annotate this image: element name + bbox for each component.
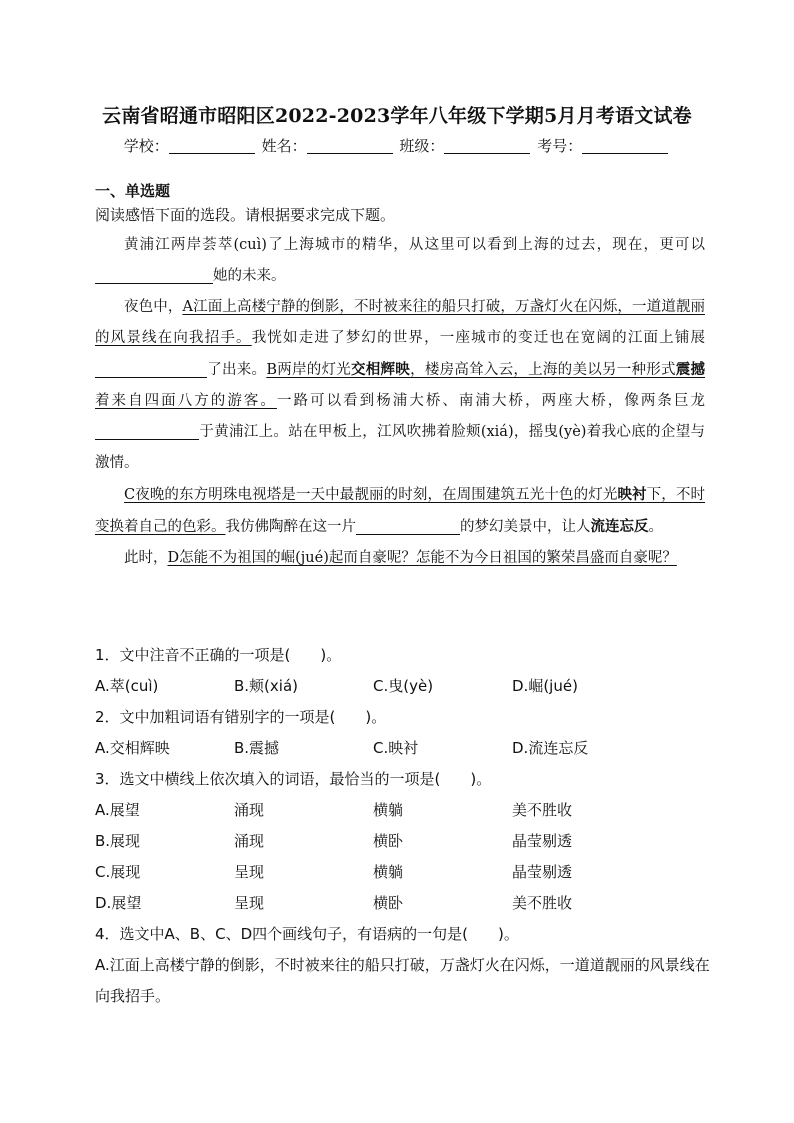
option[interactable]: C.曳(yè) [373, 677, 434, 695]
option[interactable]: C.映衬 [373, 739, 419, 757]
fill-blank-2 [95, 361, 207, 378]
name-label: 姓名： [261, 137, 307, 155]
option-word: 美不胜收 [512, 894, 573, 912]
option-word: B.展现 [95, 832, 141, 850]
sentence-b-part: 着来自四面八方的游客。 [95, 393, 277, 409]
passage-text: 一路可以看到杨浦大桥、南浦大桥，两座大桥，像两条巨龙 [276, 393, 706, 409]
passage-text: 我恍如走进了梦幻的世界，一座城市的变迁也在宽阔的江面上铺展 [251, 330, 706, 346]
exam-number-label: 考号： [537, 137, 583, 155]
option-word: 晶莹剔透 [512, 863, 573, 881]
name-blank [307, 138, 393, 154]
passage-text: 了出来。 [207, 362, 267, 378]
question-4-stem: 4．选文中A、B、C、D四个画线句子，有语病的一句是( )。 [95, 925, 519, 943]
option-word: 横卧 [373, 832, 404, 850]
fill-blank-3 [95, 423, 199, 440]
bold-word-1: 交相辉映 [351, 361, 411, 378]
passage-text: 夜色中， [124, 299, 183, 315]
question-3-option-d[interactable] [95, 888, 710, 919]
passage-text: 我仿佛陶醉在这一片 [225, 519, 356, 535]
passage-paragraph-3 [95, 479, 705, 543]
sentence-c-part: C夜晚的东方明珠电视塔是一天中最靓丽的时刻，在周围建筑五光十色的灯光 [124, 487, 618, 503]
passage-text: 她的未来。 [213, 268, 286, 284]
option-word: 横躺 [373, 863, 404, 881]
option[interactable]: B.震撼 [234, 739, 280, 757]
question-3-stem: 3．选文中横线上依次填入的词语，最恰当的一项是( )。 [95, 770, 492, 788]
option-word: 呈现 [234, 894, 265, 912]
question-2-options [95, 733, 710, 764]
school-blank [169, 138, 255, 154]
option-word: 呈现 [234, 863, 265, 881]
section-heading: 一、单选题 [95, 182, 171, 200]
option-word: A.展望 [95, 801, 140, 819]
sentence-a: A江面上高楼宁静的倒影，不时被来往的船只打破，万盏灯火在闪烁，一道道靓丽的风景线在向我招手。 [95, 299, 705, 346]
question-2-stem: 2．文中加粗词语有错别字的一项是( )。 [95, 708, 387, 726]
option-word: D.展望 [95, 894, 142, 912]
passage-text: 的梦幻美景中，让人 [460, 519, 591, 535]
option-word: C.展现 [95, 863, 141, 881]
sentence-c-part: 下，不时变换着自己的色彩。 [95, 487, 706, 535]
option[interactable]: A.交相辉映 [95, 739, 170, 757]
student-info-line [0, 135, 794, 156]
passage-paragraph-1 [95, 230, 705, 292]
fill-blank-4 [356, 518, 460, 535]
reading-passage [95, 230, 705, 574]
option[interactable]: B.颊(xiá) [234, 677, 298, 695]
sentence-b-part: B两岸的灯光 [266, 362, 352, 378]
bold-word-4: 流连忘反 [590, 518, 649, 535]
option-word: 横卧 [373, 894, 404, 912]
passage-text: 黄浦江两岸荟萃(cuì)了上海城市的精华，从这里可以看到上海的过去，现在，更可以 [124, 237, 705, 253]
fill-blank-1 [95, 267, 213, 284]
option[interactable]: A.萃(cuì) [95, 677, 159, 695]
exam-number-blank [582, 138, 668, 154]
question-4-option-a[interactable]: A.江面上高楼宁静的倒影，不时被来往的船只打破，万盏灯火在闪烁，一道道靓丽的风景线在向我招手。 [95, 956, 710, 1005]
question-3-option-c[interactable] [95, 857, 710, 888]
class-label: 班级： [399, 137, 445, 155]
section-intro: 阅读感悟下面的选段。请根据要求完成下题。 [95, 206, 396, 224]
questions-block [95, 640, 710, 1012]
option-word: 涌现 [234, 801, 265, 819]
passage-paragraph-4 [95, 543, 705, 574]
sentence-d: D怎能不为祖国的崛(jué)起而自豪呢？怎能不为今日祖国的繁荣昌盛而自豪呢？ [167, 550, 677, 566]
class-blank [444, 138, 530, 154]
bold-word-3: 映衬 [617, 486, 647, 503]
option-word: 横躺 [373, 801, 404, 819]
question-1-options [95, 671, 710, 702]
option[interactable]: D.流连忘反 [512, 739, 589, 757]
passage-text: 于黄浦江上。站在甲板上，江风吹拂着脸颊(xiá)，摇曳(yè)着我心底的企望与激情。 [95, 424, 705, 471]
school-label: 学校： [123, 137, 169, 155]
passage-text: 。 [648, 519, 663, 535]
bold-word-2: 震撼 [675, 361, 706, 378]
question-1-stem: 1．文中注音不正确的一项是( )。 [95, 646, 342, 664]
passage-paragraph-2 [95, 292, 705, 479]
option-word: 涌现 [234, 832, 265, 850]
option[interactable]: D.崛(jué) [512, 677, 578, 695]
passage-text: 此时， [124, 550, 168, 566]
question-3-option-a[interactable] [95, 795, 710, 826]
option-word: 晶莹剔透 [512, 832, 573, 850]
question-3-option-b[interactable] [95, 826, 710, 857]
option-word: 美不胜收 [512, 801, 573, 819]
exam-title: 云南省昭通市昭阳区2022-2023学年八年级下学期5月月考语文试卷 [102, 105, 692, 127]
sentence-b-part: ，楼房高耸入云，上海的美以另一种形式 [410, 362, 676, 378]
